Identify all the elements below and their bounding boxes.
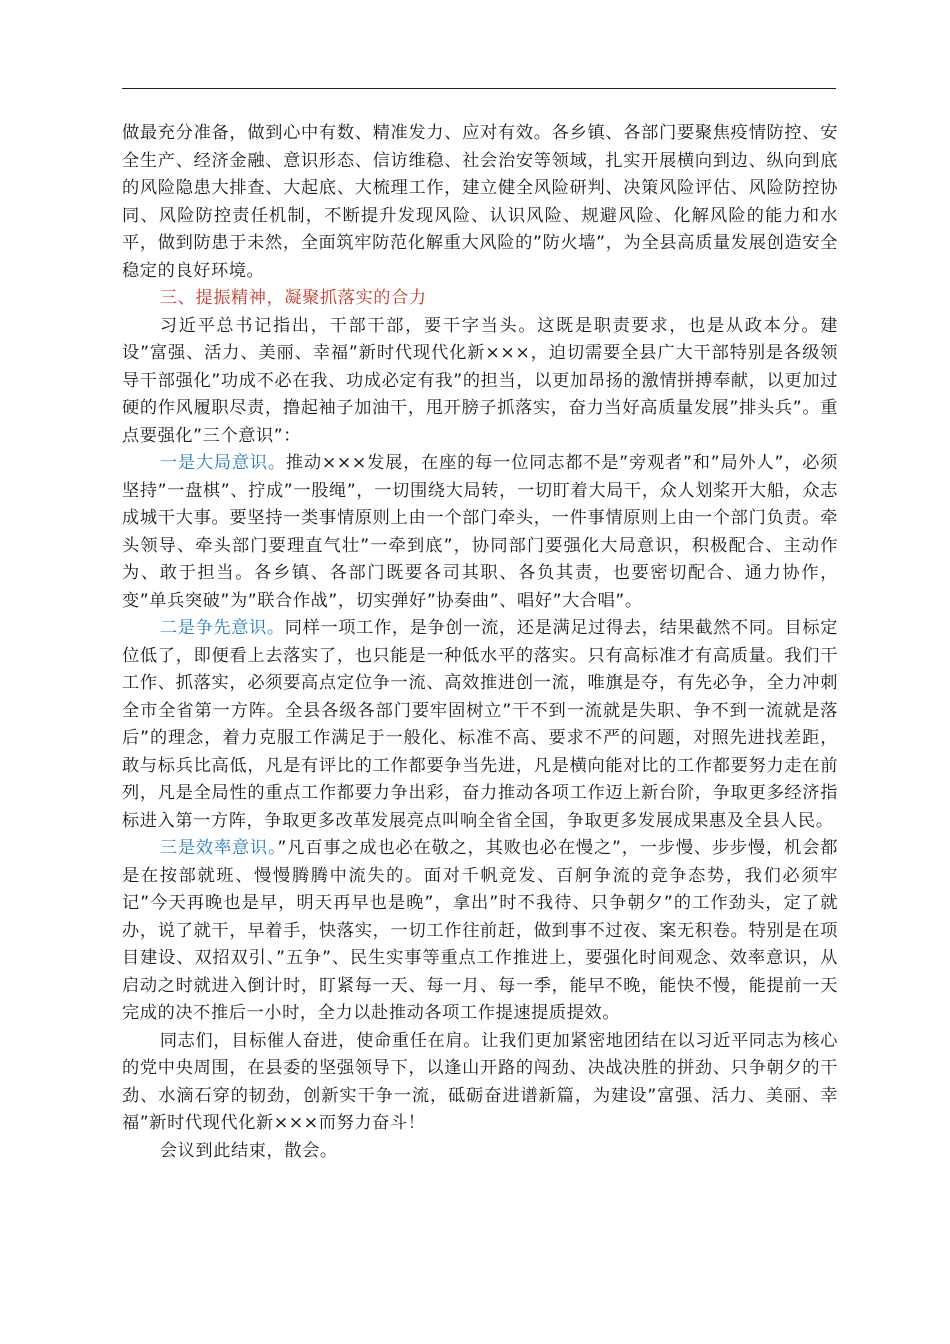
paragraph-excellence-text: 同样一项工作，是争创一流，还是满足过得去，结果截然不同。目标定位低了，即便看上去落实了，也只能是一种低水平的落实。只有高标准才有高质量。我们干工作、抓落实，必须要高点定位争一流、高效推进创一流，唯旗是夺，有先必争，全力冲刺全市全省第一方阵。全县各级各部门要牢固树立”干不到一流就是失职、争不到一流就是落后”的理念，着力克服工作满足于一般化、标准不高、要求不严的问题，对照先进找差距，敢与标兵比高低，凡是有评比的工作都要争当先进，凡是横向能对比的工作都要努力走在前列，凡是全局性的重点工作都要力争出彩，奋力推动各项工作迈上新台阶，争取更多经济指标进入第一方阵，争取更多改革发展亮点叫响全省全国，争取更多发展成果惠及全县人民。	[122, 618, 838, 831]
paragraph-intro: 习近平总书记指出，干部干部，要干字当头。这既是职责要求，也是从政本分。建设”富强、活力、美丽、幸福”新时代现代化新×××，迫切需要全县广大干部特别是各级领导干部强化”功成不必在我、功成必定有我”的担当，以更加昂扬的激情拼搏奉献，以更加过硬的作风履职尽责，撸起袖子加油干，甩开膀子抓落实，奋力当好高质量发展”排头兵”。重点要强化”三个意识”：	[122, 315, 838, 446]
paragraph-closing-call: 同志们，目标催人奋进，使命重任在肩。让我们更加紧密地团结在以习近平同志为核心的党中央周围，在县委的坚强领导下，以逢山开路的闯劲、决战决胜的拼劲、只争朝夕的干劲、水滴石穿的韧劲，创新实干争一流，砥砺奋进谱新篇，为建设”富强、活力、美丽、幸福”新时代现代化新×××而努力奋斗！	[122, 1030, 838, 1133]
paragraph-risk-prevention: 做最充分准备，做到心中有数、精准发力、应对有效。各乡镇、各部门要聚焦疫情防控、安全生产、经济金融、意识形态、信访维稳、社会治安等领域，扎实开展横向到边、纵向到底的风险隐患大排查、大起底、大梳理工作，建立健全风险研判、决策风险评估、风险防控协同、风险防控责任机制，不断提升发现风险、认识风险、规避风险、化解风险的能力和水平，做到防患于未然，全面筑牢防范化解重大风险的”防火墙”，为全县高质量发展创造安全稳定的良好环境。	[122, 123, 838, 281]
section-heading	[122, 285, 838, 313]
document-body	[122, 120, 838, 1165]
lead-term-overall: 一是大局意识。	[159, 453, 286, 473]
paragraph-overall-text: 推动×××发展，在座的每一位同志都不是”旁观者”和”局外人”，必须坚持”一盘棋”、拧成”一股绳”，一切围绕大局转，一切盯着大局干，众人划桨开大船，众志成城干大事。要坚持一类事情原则上由一个部门牵头，一件事情原则上由一个部门负责。牵头领导、牵头部门要理直气壮”一牵到底”，协同部门要强化大局意识，积极配合、主动作为、敢于担当。各乡镇、各部门既要各司其职、各负其责，也要密切配合、通力协作，变”单兵突破”为”联合作战”，切实弹好”协奏曲”、唱好”大合唱”。	[122, 453, 839, 611]
paragraph-meeting-end: 会议到此结束，散会。	[159, 1140, 338, 1161]
paragraph-overall-awareness	[122, 450, 838, 615]
lead-term-efficiency: 三是效率意识。	[159, 838, 278, 858]
section-heading-text: 三、提振精神，凝聚抓落实的合力	[159, 288, 427, 308]
paragraph-efficiency-awareness	[122, 835, 838, 1028]
paragraph-excellence-awareness	[122, 615, 838, 835]
lead-term-excellence: 二是争先意识。	[159, 618, 285, 638]
paragraph-efficiency-text: ”凡百事之成也必在敬之，其败也必在慢之”，一步慢、步步慢，机会都是在按部就班、慢慢腾腾中流失的。面对千帆竞发、百舸争流的竞争态势，我们必须牢记”今天再晚也是早，明天再早也是晚”，拿出”时不我待、只争朝夕”的工作劲头，定了就办，说了就干，早着手，快落实，一切工作往前赶，做到事不过夜、案无积卷。特别是在项目建设、双招双引、”五争”、民生实事等重点工作推进上，要强化时间观念、效率意识，从启动之时就进入倒计时，盯紧每一天、每一月、每一季，能早不晚，能快不慢，能提前一天完成的决不推后一小时，全力以赴推动各项工作提速提质提效。	[122, 838, 838, 1023]
header-rule	[122, 88, 836, 89]
